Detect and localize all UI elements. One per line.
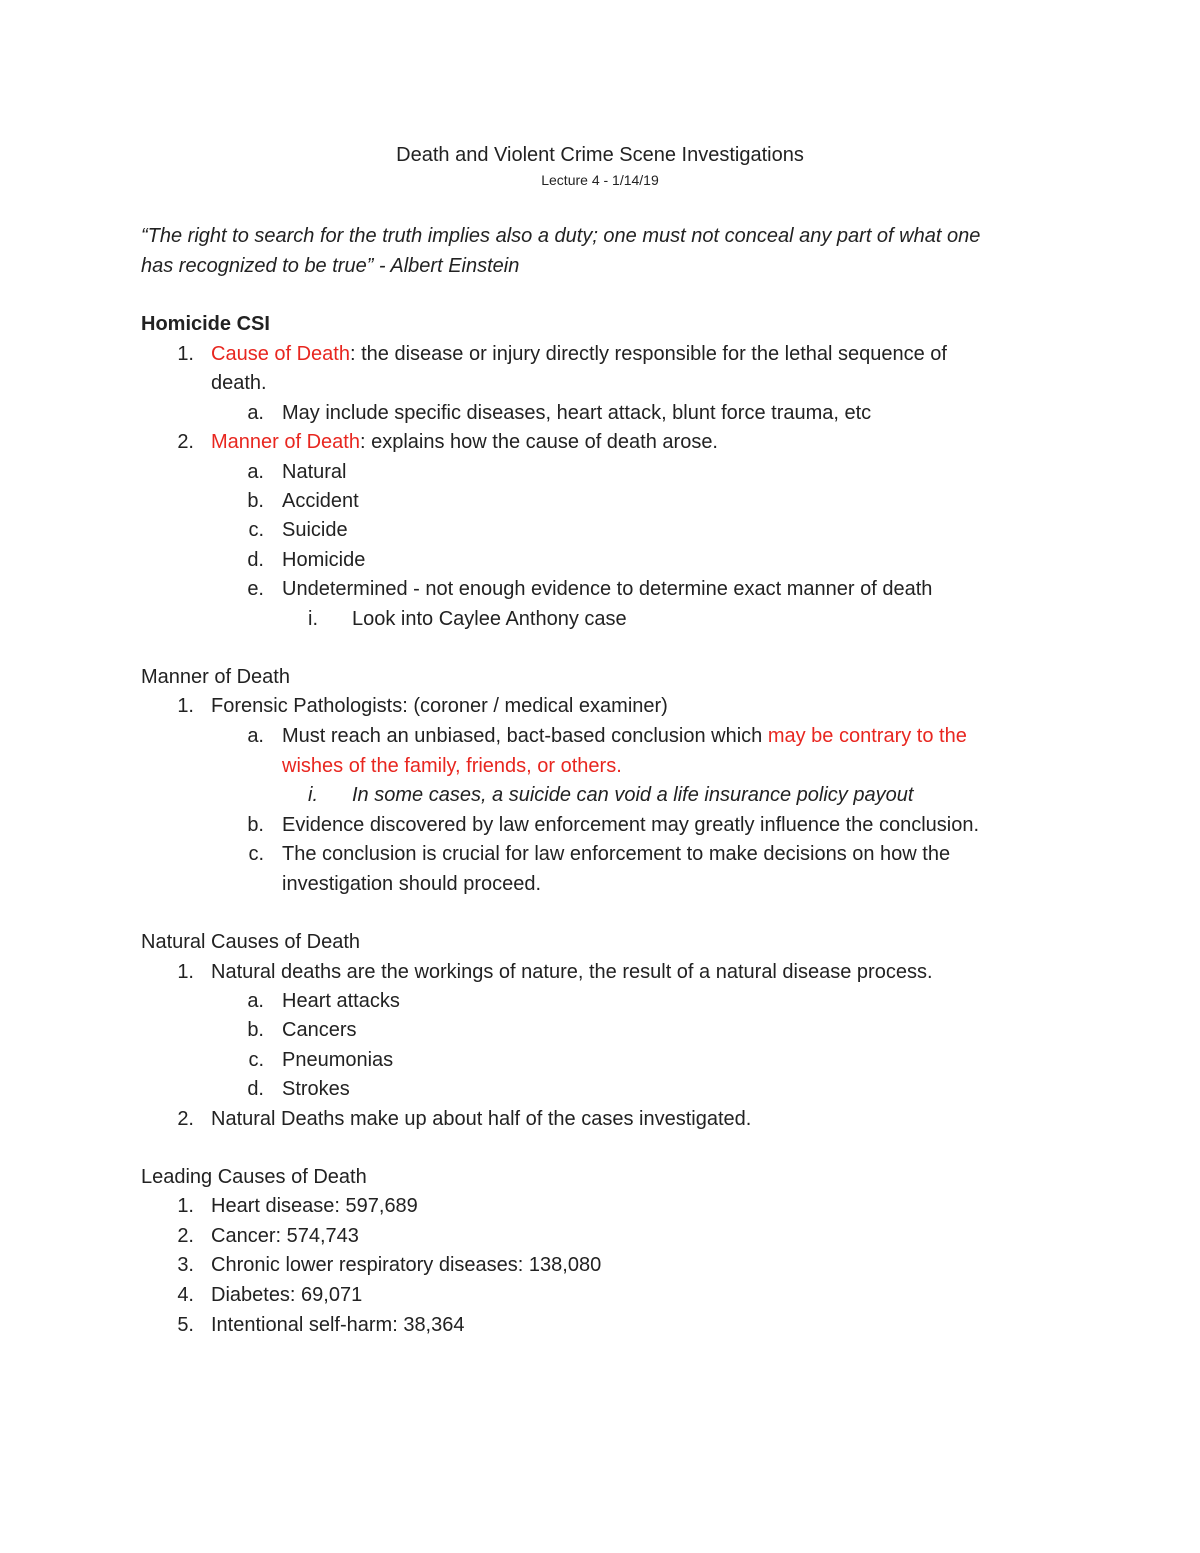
document-title: Death and Violent Crime Scene Investigations — [396, 144, 804, 166]
list-marker: i. — [308, 784, 318, 806]
list-item-text: Forensic Pathologists: (coroner / medical examiner) — [211, 695, 668, 717]
list-item-text: Natural Deaths make up about half of the cases investigated. — [211, 1108, 752, 1130]
list-marker: c. — [248, 519, 264, 541]
list-item-text: The conclusion is crucial for law enforcement to make decisions on how the — [282, 843, 951, 865]
list-item-text: Diabetes: 69,071 — [211, 1284, 363, 1306]
list-item-text: Accident — [282, 490, 359, 512]
list-item-text: Cancer: 574,743 — [211, 1225, 359, 1247]
list-marker: 1. — [177, 1195, 194, 1217]
list-item-text: Heart disease: 597,689 — [211, 1195, 418, 1217]
list-item-text — [211, 342, 947, 366]
list-item-text — [282, 724, 967, 748]
list-marker: 5. — [177, 1314, 194, 1336]
definition-text: : the disease or injury directly responsible for the lethal sequence of — [349, 343, 947, 365]
term-manner-of-death: Manner of Death — [211, 431, 360, 453]
list-marker: d. — [247, 1078, 264, 1100]
list-item-text: Suicide — [282, 519, 348, 541]
list-item-text: Natural — [282, 461, 347, 483]
list-item-text: Chronic lower respiratory diseases: 138,080 — [211, 1254, 602, 1276]
definition-text: : explains how the cause of death arose. — [359, 431, 718, 453]
list-item-text: Look into Caylee Anthony case — [352, 608, 627, 630]
list-marker: b. — [247, 1019, 264, 1041]
list-marker: 1. — [177, 343, 194, 365]
list-marker: c. — [248, 843, 264, 865]
section-heading-homicide: Homicide CSI — [141, 313, 270, 335]
list-item-text: Pneumonias — [282, 1049, 394, 1071]
list-item-text: Undetermined - not enough evidence to determine exact manner of death — [282, 578, 933, 600]
list-item-text: May include specific diseases, heart attack, blunt force trauma, etc — [282, 402, 872, 424]
list-item-continuation: investigation should proceed. — [282, 873, 542, 895]
list-item-text — [211, 430, 718, 454]
list-marker: 1. — [177, 695, 194, 717]
list-marker: a. — [247, 402, 264, 424]
list-marker: e. — [247, 578, 264, 600]
section-heading-natural: Natural Causes of Death — [141, 931, 361, 953]
highlighted-text: may be contrary to the — [767, 725, 967, 747]
list-item-text: Intentional self-harm: 38,364 — [211, 1314, 465, 1336]
quote-line-2: has recognized to be true” - Albert Einstein — [141, 255, 520, 277]
list-marker: d. — [247, 549, 264, 571]
list-item-text: Cancers — [282, 1019, 357, 1041]
list-item-text: Homicide — [282, 549, 366, 571]
section-heading-manner: Manner of Death — [141, 666, 290, 688]
list-marker: a. — [247, 725, 264, 747]
list-marker: 2. — [177, 1108, 194, 1130]
list-item-text: In some cases, a suicide can void a life insurance policy payout — [352, 784, 914, 806]
list-marker: 2. — [177, 1225, 194, 1247]
list-marker: 3. — [177, 1254, 194, 1276]
list-marker: b. — [247, 490, 264, 512]
quote-line-1: “The right to search for the truth implies also a duty; one must not conceal any part of what one — [141, 225, 981, 247]
list-item-text-part: Must reach an unbiased, bact-based conclusion which — [282, 725, 768, 747]
section-heading-leading: Leading Causes of Death — [141, 1166, 367, 1188]
list-marker: 1. — [177, 961, 194, 983]
list-item-text: Heart attacks — [282, 990, 400, 1012]
list-marker: b. — [247, 814, 264, 836]
list-marker: a. — [247, 990, 264, 1012]
list-marker: c. — [248, 1049, 264, 1071]
list-marker: 4. — [177, 1284, 194, 1306]
list-marker: 2. — [177, 431, 194, 453]
list-item-continuation: death. — [211, 372, 267, 394]
list-item-text: Evidence discovered by law enforcement may greatly influence the conclusion. — [282, 814, 980, 836]
list-marker: i. — [308, 608, 318, 630]
document-subtitle: Lecture 4 - 1/14/19 — [541, 172, 659, 188]
list-item-text: Strokes — [282, 1078, 350, 1100]
list-marker: a. — [247, 461, 264, 483]
term-cause-of-death: Cause of Death — [211, 343, 350, 365]
highlighted-text-continuation: wishes of the family, friends, or others. — [282, 755, 622, 777]
list-item-text: Natural deaths are the workings of nature, the result of a natural disease process. — [211, 961, 933, 983]
